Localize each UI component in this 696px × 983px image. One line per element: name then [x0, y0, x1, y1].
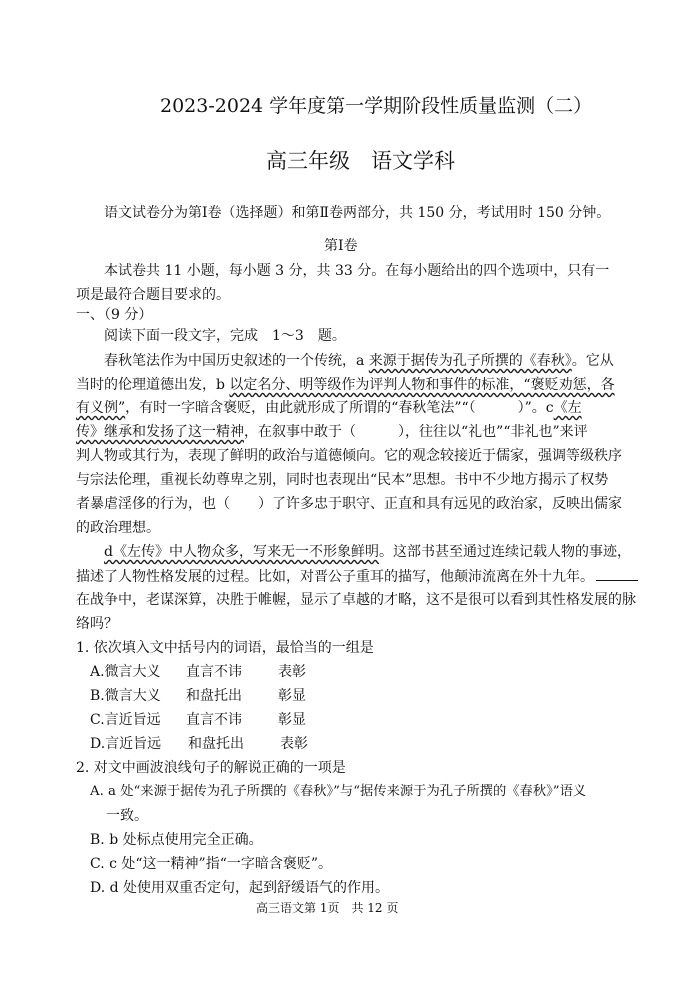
reading-instruction: 阅读下面一段文字，完成 1～3 题。: [104, 328, 346, 344]
question-2-option-a: A. a 处“来源于据传为孔子所撰的《春秋》”与“据传来源于为孔子所撰的《春秋》”语义: [90, 784, 587, 799]
wavy-sentence-d: d《左传》中人物众多，写来无一不形象鲜明: [104, 544, 379, 560]
option-word: 言近旨远: [105, 736, 162, 752]
question-2-option-a-cont: 一致。: [106, 808, 148, 824]
question-1-option: [90, 710, 161, 730]
passage-line: 络吗？: [76, 616, 118, 632]
passage-text: 春秋笔法作为中国历史叙述的一个传统，a: [104, 353, 369, 369]
wavy-sentence-c: 《左: [553, 400, 582, 416]
wavy-sentence-a: 来源于据传为孔子所撰的《春秋》: [368, 353, 572, 369]
question-1-stem: 1. 依次填入文中括号内的词语，最恰当的一组是: [76, 640, 374, 656]
option-word: 彰显: [278, 712, 306, 728]
wavy-sentence-c-end: 传》继承和发扬了这一精神: [76, 424, 244, 440]
option-word: 微言大义: [104, 688, 161, 704]
part-label: 一、（9 分）: [76, 307, 153, 323]
question-2-option-d: D. d 处使用双重否定句，起到舒缓语气的作用。: [90, 880, 390, 896]
passage-text: ，有时一字暗含褒贬，由此就形成了所谓的“春秋笔法”“（ ）”。c: [125, 400, 554, 416]
question-2-stem: 2. 对文中画波浪线句子的解说正确的一项是: [76, 760, 346, 776]
option-label: B.: [90, 688, 105, 704]
option-word: 和盘托出: [188, 736, 244, 752]
exam-intro: 语文试卷分为第Ⅰ卷（选择题）和第Ⅱ卷两部分，共 150 分，考试用时 150 分钟。: [104, 205, 611, 221]
option-label: C.: [90, 712, 105, 728]
option-word: 和盘托出: [186, 688, 242, 704]
fill-blank: [596, 566, 638, 581]
option-label: D.: [90, 736, 106, 752]
option-word: 直言不讳: [186, 664, 242, 680]
section-instruction-2: 项是最符合题目要求的。: [76, 287, 230, 303]
section-heading: 第Ⅰ卷: [324, 238, 358, 254]
section-instruction-1: 本试卷共 11 小题，每小题 3 分，共 33 分。在每小题给出的四个选项中，只有一: [104, 263, 610, 279]
passage-text: 描述了人物性格发展的过程。比如，对晋公子重耳的描写，他颠沛流离在外十九年。: [76, 569, 594, 585]
passage-line: [76, 422, 588, 442]
page-footer: 高三语文第 1页 共 12 页: [256, 901, 399, 915]
option-word: 表彰: [278, 664, 306, 680]
exam-title: 2023-2024 学年度第一学期阶段性质量监测（二）: [160, 95, 593, 117]
option-label: A.: [90, 664, 105, 680]
passage-text: 。它从: [571, 353, 614, 369]
option-word: 表彰: [280, 736, 308, 752]
passage-line: [104, 542, 631, 562]
wavy-sentence-b-end: 有义例”: [76, 400, 126, 416]
passage-line: 者暴虐淫侈的行为，也（ ）了许多忠于职守、正直和具有远见的政治家，反映出儒家: [76, 496, 622, 512]
option-word: 言近旨远: [104, 712, 161, 728]
passage-text: 当时的伦理道德出发，b: [76, 377, 230, 393]
passage-line: 判人物或其行为，表现了鲜明的政治与道德倾向。它的观念较接近于儒家，强调等级秩序: [76, 448, 622, 464]
passage-line: 的政治理想。: [76, 520, 160, 536]
question-1-option: [90, 686, 161, 706]
exam-subtitle: 高三年级 语文学科: [266, 149, 455, 173]
question-1-option: [90, 662, 161, 682]
passage-line: [76, 398, 582, 418]
passage-line: [76, 566, 640, 587]
question-2-option-c: C. c 处“这一精神”指“一字暗含褒贬”。: [90, 856, 333, 872]
passage-text: 。这部书甚至通过连续记载人物的事迹，: [378, 544, 631, 560]
option-word: 直言不讳: [186, 712, 242, 728]
question-1-option: [90, 734, 161, 754]
option-word: 彰显: [278, 688, 306, 704]
passage-text: ，在叙事中敢于（ ），往往以“礼也”“非礼也”来评: [244, 424, 588, 440]
passage-line: [76, 375, 615, 395]
passage-line: 在战争中，老谋深算，决胜于帷幄，显示了卓越的才略，这不是很可以看到其性格发展的脉: [76, 592, 636, 608]
wavy-sentence-b: 以定名分、明等级作为评判人物和事件的标准，“褒贬劝惩，各: [229, 377, 615, 393]
option-word: 微言大义: [104, 664, 161, 680]
question-2-option-b: B. b 处标点使用完全正确。: [90, 832, 263, 848]
passage-line: 与宗法伦理，重视长幼尊卑之别，同时也表现出“民本”思想。书中不少地方揭示了权势: [76, 472, 609, 488]
passage-line: [104, 351, 614, 371]
